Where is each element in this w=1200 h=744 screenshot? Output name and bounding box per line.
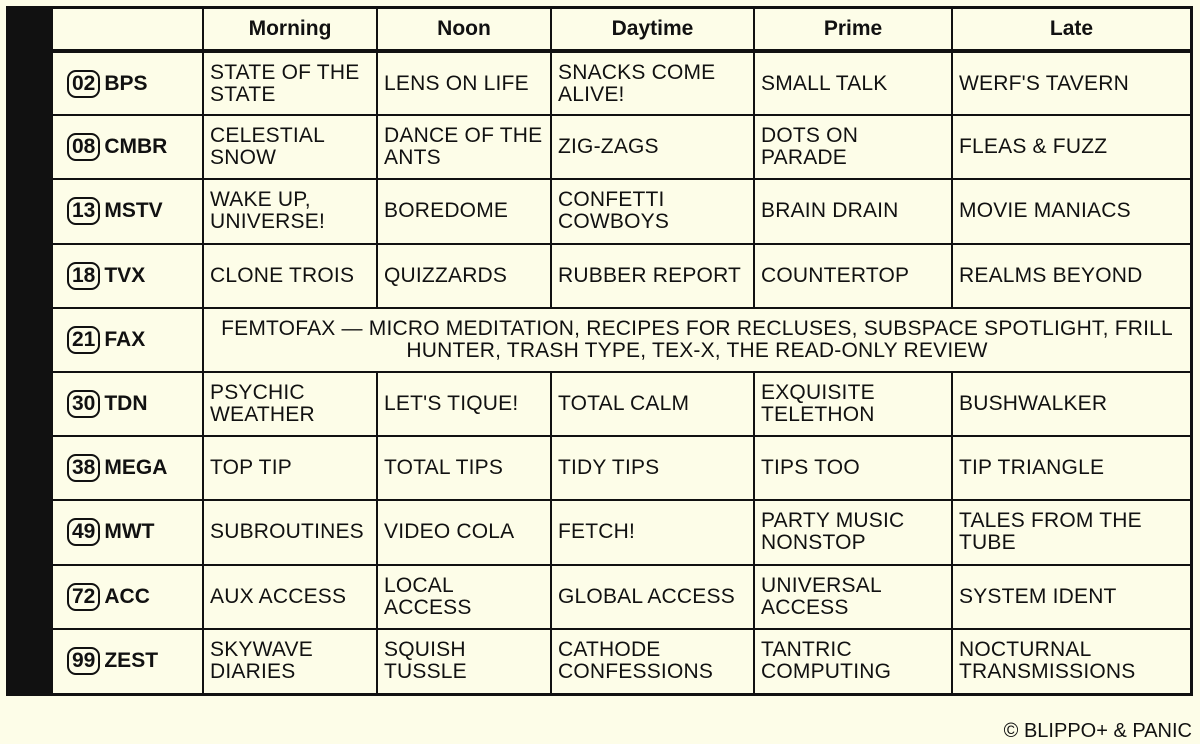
program-cell: SYSTEM IDENT (952, 565, 1190, 629)
schedule-grid (6, 6, 1193, 696)
channel-row (53, 308, 1190, 372)
program-cell: TOTAL CALM (551, 372, 754, 436)
channel-code: TDN (104, 392, 148, 416)
program-cell: ZIG-ZAGS (551, 115, 754, 179)
program-cell: GLOBAL ACCESS (551, 565, 754, 629)
channel-code: MWT (104, 520, 155, 544)
channel-number: 21 (67, 326, 100, 354)
program-cell: WERF'S TAVERN (952, 51, 1190, 115)
channel-code: ACC (104, 584, 150, 608)
program-cell: MOVIE MANIACS (952, 179, 1190, 243)
program-cell: TOP TIP (203, 436, 377, 500)
program-cell: BRAIN DRAIN (754, 179, 952, 243)
channel-label (53, 629, 203, 693)
channel-code: MEGA (104, 456, 168, 480)
channel-code: CMBR (104, 135, 168, 159)
program-cell: SNACKS COME ALIVE! (551, 51, 754, 115)
program-cell: CLONE TROIS (203, 244, 377, 308)
channel-number: 13 (67, 197, 100, 225)
program-cell: TALES FROM THE TUBE (952, 500, 1190, 564)
channel-number: 99 (67, 647, 100, 675)
program-cell: WAKE UP, UNIVERSE! (203, 179, 377, 243)
program-cell: FETCH! (551, 500, 754, 564)
program-cell: DANCE OF THE ANTS (377, 115, 551, 179)
channel-label (53, 115, 203, 179)
channel-label (53, 179, 203, 243)
program-cell: TIDY TIPS (551, 436, 754, 500)
channel-number: 49 (67, 518, 100, 546)
program-cell: SMALL TALK (754, 51, 952, 115)
program-cell: PARTY MUSIC NONSTOP (754, 500, 952, 564)
channel-row (53, 115, 1190, 179)
channel-label (53, 436, 203, 500)
channel-label (53, 500, 203, 564)
channel-row (53, 179, 1190, 243)
program-cell: COUNTERTOP (754, 244, 952, 308)
program-cell: DOTS ON PARADE (754, 115, 952, 179)
channel-number: 08 (67, 133, 100, 161)
col-header-morning: Morning (203, 9, 377, 51)
program-cell: SUBROUTINES (203, 500, 377, 564)
program-cell: CATHODE CONFESSIONS (551, 629, 754, 693)
program-cell: TANTRIC COMPUTING (754, 629, 952, 693)
program-cell: SQUISH TUSSLE (377, 629, 551, 693)
program-cell: NOCTURNAL TRANSMISSIONS (952, 629, 1190, 693)
channel-label (53, 372, 203, 436)
program-cell: TIP TRIANGLE (952, 436, 1190, 500)
channel-label (53, 308, 203, 372)
channel-code: MSTV (104, 199, 163, 223)
channel-row (53, 372, 1190, 436)
program-cell: REALMS BEYOND (952, 244, 1190, 308)
program-cell: FLEAS & FUZZ (952, 115, 1190, 179)
channel-code: ZEST (104, 649, 159, 673)
program-cell: UNIVERSAL ACCESS (754, 565, 952, 629)
program-cell: BOREDOME (377, 179, 551, 243)
channel-number: 38 (67, 454, 100, 482)
channel-label (53, 51, 203, 115)
channel-row (53, 500, 1190, 564)
program-cell: QUIZZARDS (377, 244, 551, 308)
channel-label (53, 244, 203, 308)
channel-row (53, 244, 1190, 308)
corner-cell (53, 9, 203, 51)
channel-number: 30 (67, 390, 100, 418)
col-header-daytime: Daytime (551, 9, 754, 51)
program-cell: CELESTIAL SNOW (203, 115, 377, 179)
channel-number: 72 (67, 583, 100, 611)
program-cell: AUX ACCESS (203, 565, 377, 629)
channel-number: 18 (67, 262, 100, 290)
channel-code: BPS (104, 71, 148, 95)
copyright-footer: © BLIPPO+ & PANIC (1003, 720, 1192, 742)
program-cell: LENS ON LIFE (377, 51, 551, 115)
program-cell: TIPS TOO (754, 436, 952, 500)
channel-row (53, 565, 1190, 629)
col-header-late: Late (952, 9, 1190, 51)
program-cell: CONFETTI COWBOYS (551, 179, 754, 243)
col-header-noon: Noon (377, 9, 551, 51)
channel-code: TVX (104, 263, 146, 287)
program-cell: SKYWAVE DIARIES (203, 629, 377, 693)
header-row (53, 9, 1190, 51)
spanning-program-cell: FEMTOFAX — MICRO MEDITATION, RECIPES FOR RECLUSES, SUBSPACE SPOTLIGHT, FRILL HUNTER, TRASH TYPE, TEX-X, THE READ-ONLY REVIEW (203, 308, 1190, 372)
channel-row (53, 51, 1190, 115)
col-header-prime: Prime (754, 9, 952, 51)
program-cell: LET'S TIQUE! (377, 372, 551, 436)
program-cell: BUSHWALKER (952, 372, 1190, 436)
program-cell: PSYCHIC WEATHER (203, 372, 377, 436)
program-cell: STATE OF THE STATE (203, 51, 377, 115)
channel-row (53, 629, 1190, 693)
channel-number: 02 (67, 70, 100, 98)
channel-label (53, 565, 203, 629)
program-cell: EXQUISITE TELETHON (754, 372, 952, 436)
program-cell: LOCAL ACCESS (377, 565, 551, 629)
program-cell: TOTAL TIPS (377, 436, 551, 500)
channel-code: FAX (104, 327, 146, 351)
program-cell: VIDEO COLA (377, 500, 551, 564)
left-black-bar (9, 9, 53, 693)
program-cell: RUBBER REPORT (551, 244, 754, 308)
schedule-table (53, 9, 1190, 693)
channel-row (53, 436, 1190, 500)
